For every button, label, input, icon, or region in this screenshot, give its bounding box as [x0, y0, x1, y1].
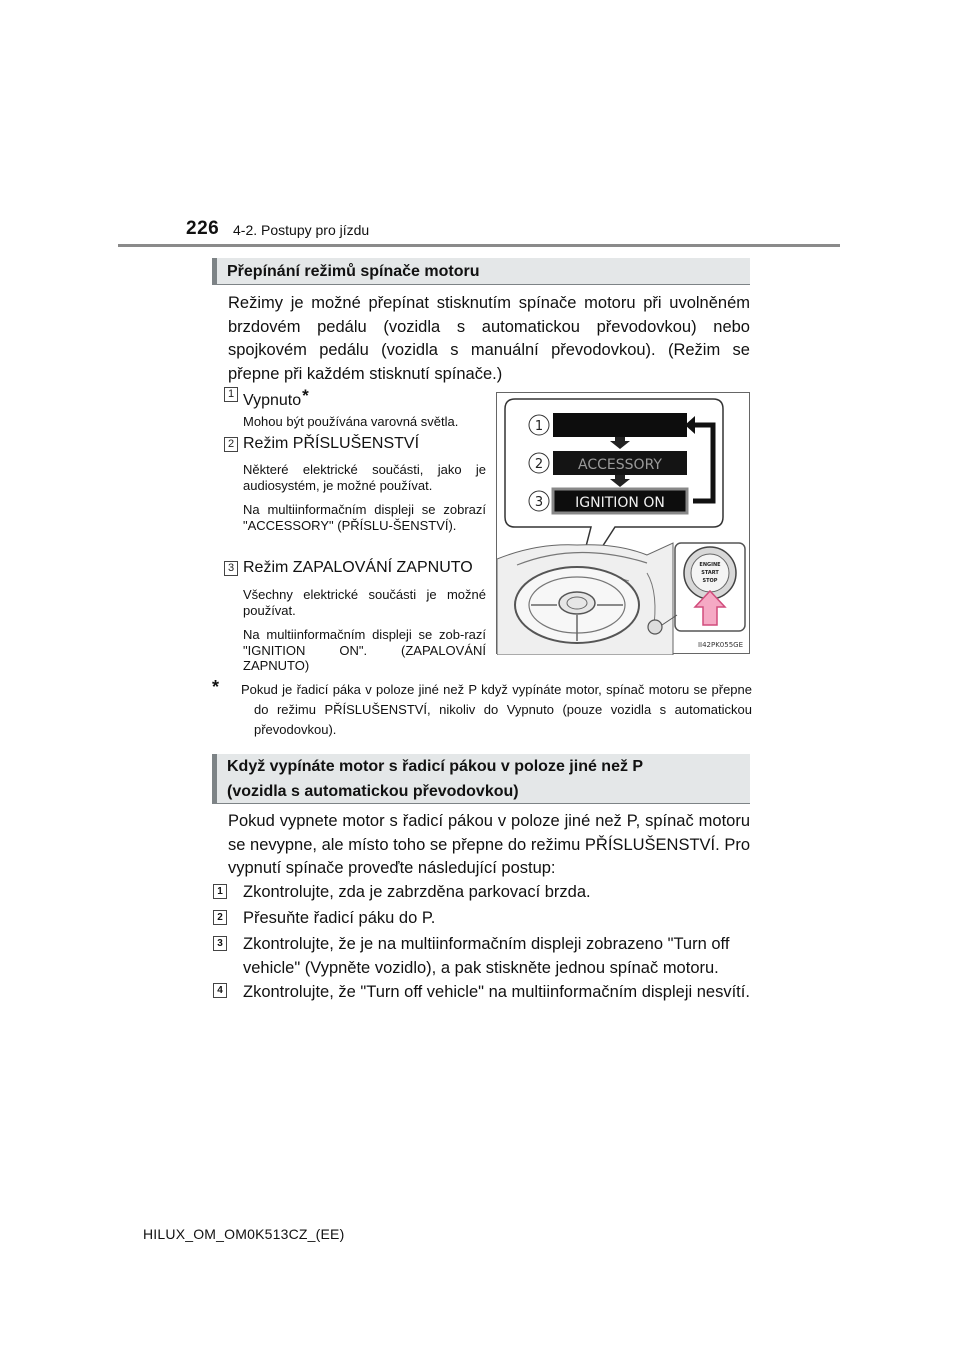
section-intro-paragraph: Režimy je možné přepínat stisknutím spínače motoru při uvolněném brzdovém pedálu (vozidla s automatickou převodovkou) nebo spojkovém pedálu (vozidla s manuální převodovkou). (Režim se přepne při každém stisknutí spínače.): [228, 294, 750, 383]
button-text-engine: ENGINE: [699, 562, 721, 568]
heading-line-1: Když vypínáte motor s řadicí pákou v poloze jiné než P: [227, 758, 644, 775]
button-text-stop: STOP: [702, 578, 718, 584]
step-2-text: Přesuňte řadicí páku do P.: [243, 909, 436, 927]
mode-title-ignition-on: Režim ZAPALOVÁNÍ ZAPNUTO: [243, 559, 473, 576]
section-reference: 4-2. Postupy pro jízdu: [233, 222, 370, 238]
mode-badge-3: 3: [224, 561, 238, 576]
display-text-accessory: ACCESSORY: [578, 457, 662, 473]
mode-desc-accessory-1: Některé elektrické součásti, jako je audiosystém, je možné používat.: [243, 462, 486, 493]
step-badge-1: 1: [213, 884, 227, 899]
section2-intro-paragraph: Pokud vypnete motor s řadicí pákou v poloze jiné než P, spínač motoru se nevypne, ale místo toho se přepne do režimu PŘÍSLUŠENSTVÍ. Pro vypnutí spínače proveďte následující postup:: [228, 812, 750, 877]
display-text-ignition-on: IGNITION ON: [575, 495, 665, 511]
header-rule: [118, 244, 840, 247]
section-heading-shift-not-p: [212, 754, 750, 804]
mode-title-off: Vypnuto*: [243, 386, 309, 409]
step-badge-3: 3: [213, 936, 227, 951]
engine-switch-illustration: [496, 392, 750, 654]
heading-line-2: (vozidla s automatickou převodovkou): [227, 783, 519, 800]
mode-desc-off: Mohou být používána varovná světla.: [243, 414, 459, 429]
display-off: [553, 413, 687, 437]
figure-label-2: 2: [534, 457, 544, 472]
small-button-icon: [648, 620, 662, 634]
step-1-text: Zkontrolujte, zda je zabrzděna parkovací brzda.: [243, 883, 591, 901]
step-badge-4: 4: [213, 983, 227, 998]
step-4-text: Zkontrolujte, že "Turn off vehicle" na multiinformačním displeji nesvítí.: [243, 983, 750, 1001]
footnote: [212, 677, 752, 740]
figure-code: II42PK055GE: [697, 641, 743, 649]
footnote-text: Pokud je řadicí páka v poloze jiné než P když vypínáte motor, spínač motoru se přepne do režimu PŘÍSLUŠENSTVÍ, nikoliv do Vypnuto (pouze vozidla s automatickou převodovkou).: [241, 682, 752, 737]
step-3-text: Zkontrolujte, že je na multiinformačním displeji zobrazeno "Turn off vehicle" (Vypněte vozidlo), a pak stiskněte jednou spínač motoru.: [243, 935, 730, 977]
mode-title-accessory: Režim PŘÍSLUŠENSTVÍ: [243, 435, 420, 452]
footnote-asterisk: *: [212, 677, 220, 697]
illustration-drawing: [497, 393, 751, 655]
section-heading-mode-switching: Přepínání režimů spínače motoru: [212, 258, 750, 285]
mode-desc-ignition-2: Na multiinformačním displeji se zob-razí "IGNITION ON". (ZAPALOVÁNÍ ZAPNUTO): [243, 627, 486, 673]
manual-code-footer: HILUX_OM_OM0K513CZ_(EE): [143, 1226, 345, 1242]
mode-desc-accessory-2: Na multiinformačním displeji se zobrazí "ACCESSORY" (PŘÍSLU-ŠENSTVÍ).: [243, 502, 486, 533]
asterisk-mark: *: [302, 386, 309, 405]
page-number: 226: [186, 218, 220, 239]
figure-label-1: 1: [534, 419, 544, 434]
button-text-start: START: [701, 570, 719, 576]
mode-desc-ignition-1: Všechny elektrické součásti je možné používat.: [243, 587, 486, 618]
step-badge-2: 2: [213, 910, 227, 925]
figure-label-3: 3: [534, 495, 544, 510]
mode-badge-1: 1: [224, 387, 238, 402]
mode-badge-2: 2: [224, 437, 238, 452]
